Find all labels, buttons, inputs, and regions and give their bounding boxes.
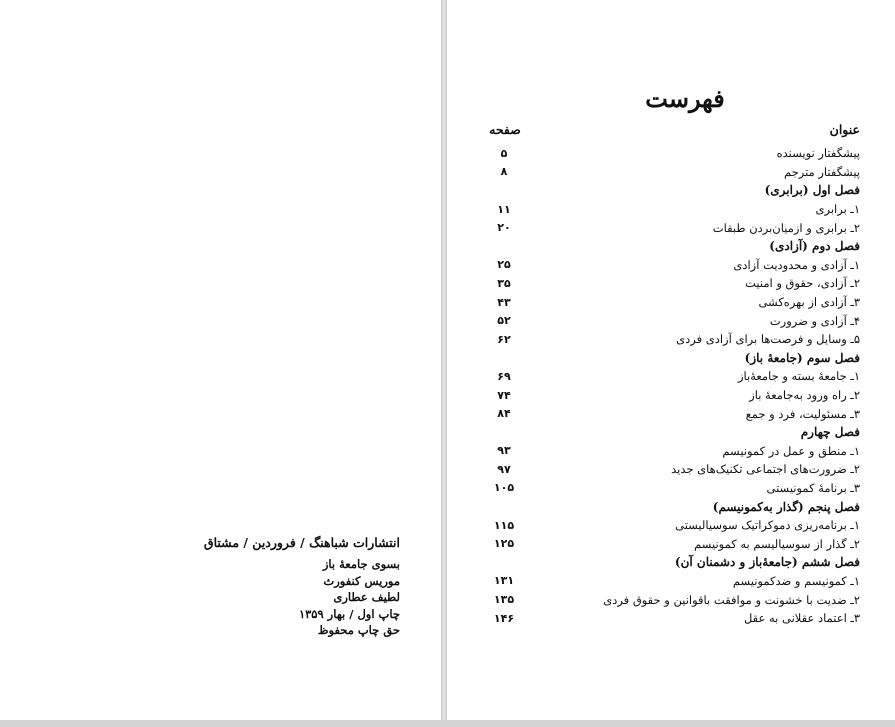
toc-entry — [478, 144, 860, 163]
toc-entry-title: ۲ـ ضدیت با خشونت و موافقت باقوانین و حقوق فردی — [603, 592, 860, 607]
toc-chapter-heading — [478, 237, 860, 256]
toc-entry — [478, 163, 860, 182]
toc-entry-page: ۲۰ — [497, 221, 511, 235]
toc-chapter-heading — [478, 553, 860, 572]
toc-entry-title: ۳ـ برنامهٔ کمونیستی — [766, 480, 860, 495]
toc-entry-page: ۱۳۱ — [493, 574, 515, 588]
toc-entry-title: ۲ـ گذار از سوسیالیسم به کمونیسم — [694, 536, 860, 551]
toc-entry — [478, 590, 860, 609]
toc-entry-page: ۱۲۵ — [493, 537, 515, 551]
toc-chapter-heading — [478, 181, 860, 200]
translator-line: لطیف عطاری — [333, 590, 400, 604]
toc-entry-page: ۸۴ — [497, 407, 511, 421]
toc-entry-title: فصل دوم (آزادی) — [769, 239, 860, 254]
toc-entry — [478, 367, 860, 386]
toc-entry-page: ۶۲ — [497, 332, 511, 346]
bottom-edge — [0, 720, 895, 727]
toc-entry-page: ۲۵ — [497, 258, 511, 272]
toc-entry — [478, 442, 860, 461]
toc-entry-page: ۹۷ — [497, 462, 511, 476]
toc-entry-title: ۱ـ منطق و عمل در کمونیسم — [722, 443, 860, 458]
toc-entry-title: فصل سوم (جامعهٔ باز) — [744, 350, 860, 365]
toc-chapter-heading — [478, 497, 860, 516]
toc-entry — [478, 293, 860, 312]
toc-entry-title: ۲ـ آزادی، حقوق و امنیت — [745, 276, 860, 291]
toc-entry-title: ۳ـ آزادی از بهره‌کشی — [758, 295, 860, 310]
toc-entry-page: ۱۴۶ — [493, 611, 515, 625]
publisher-line: انتشارات شباهنگ / فروردین / مشتاق — [203, 535, 400, 550]
toc-header-title: عنوان — [829, 122, 860, 137]
toc-entry — [478, 609, 860, 628]
toc-entry-title: فصل چهارم — [800, 425, 860, 440]
toc-entry-title: ۳ـ مسئولیت، فرد و جمع — [745, 406, 860, 421]
toc-entry-page: ۸ — [500, 165, 508, 179]
toc-title: فهرست — [645, 84, 725, 113]
toc-entry — [478, 386, 860, 405]
toc-entry-title: ۱ـ برابری — [815, 202, 860, 217]
toc-chapter-heading — [478, 423, 860, 442]
toc-entry-title: پیشگفتار نویسنده — [776, 146, 860, 161]
toc-entry-title: فصل اول (برابری) — [764, 183, 860, 198]
toc-entry-page: ۳۵ — [497, 276, 511, 290]
toc-entry — [478, 404, 860, 423]
author-line: موریس کنفورث — [323, 573, 400, 588]
toc-entry — [478, 274, 860, 293]
toc-entry-title: پیشگفتار مترجم — [783, 164, 860, 179]
toc-entry-title: ۱ـ آزادی و محدودیت آزادی — [733, 257, 860, 272]
toc-entry-title: فصل ششم (جامعهٔ‌باز و دشمنان آن) — [674, 555, 860, 570]
publication-info — [150, 534, 400, 639]
toc-entry-page: ۹۳ — [497, 444, 511, 458]
toc-entry-title: ۲ـ ضرورت‌های اجتماعی تکنیک‌های جدید — [671, 462, 860, 477]
toc-entry-page: ۱۱۵ — [493, 518, 515, 532]
toc-entry-page: ۱۱ — [497, 202, 511, 216]
toc-entry-title: ۱ـ کمونیسم و ضدکمونیسم — [732, 573, 860, 588]
toc-entry-page: ۵ — [500, 146, 508, 160]
edition-line: چاپ اول / بهار ۱۳۵۹ — [298, 606, 400, 621]
toc-entry-page: ۱۰۵ — [493, 481, 515, 495]
toc-entry — [478, 460, 860, 479]
toc-entry — [478, 200, 860, 219]
toc-entry-title: ۲ـ راه ورود به‌جامعهٔ باز — [749, 388, 860, 403]
toc-chapter-heading — [478, 349, 860, 368]
toc-entry — [478, 516, 860, 535]
toc-entry — [478, 218, 860, 237]
toc-entry-page: ۶۹ — [497, 369, 511, 383]
toc-entry-page: ۴۳ — [497, 295, 511, 309]
toc-entry-title: ۵ـ وسایل و فرصت‌ها برای آزادی فردی — [676, 332, 860, 347]
toc-entry — [478, 572, 860, 591]
toc-entry-title: ۲ـ برابری و ازمیان‌بردن طبقات — [712, 220, 860, 235]
book-title-line: بسوی جامعهٔ باز — [322, 557, 400, 571]
toc-entry-title: ۱ـ جامعهٔ بسته و جامعهٔ‌باز — [737, 369, 860, 384]
toc-entry-title: فصل پنجم (گذار به‌کمونیسم) — [712, 499, 860, 514]
toc-entry — [478, 534, 860, 553]
toc-entry-page: ۷۴ — [497, 388, 511, 402]
toc-entry — [478, 330, 860, 349]
toc-entry-page: ۱۳۵ — [493, 593, 515, 607]
toc-entry-title: ۳ـ اعتماد عقلانی به عقل — [743, 611, 860, 626]
copyright-line: حق چاپ محفوظ — [317, 623, 400, 637]
toc-entry — [478, 311, 860, 330]
toc-header-page: صفحه — [489, 122, 521, 137]
toc-entry — [478, 479, 860, 498]
toc-entry-title: ۱ـ برنامه‌ریزی دموکراتیک سوسیالیستی — [675, 518, 860, 533]
toc-entry-page: ۵۲ — [497, 314, 511, 328]
toc-list — [478, 144, 860, 627]
toc-entry — [478, 256, 860, 275]
toc-entry-title: ۴ـ آزادی و ضرورت — [769, 313, 860, 328]
